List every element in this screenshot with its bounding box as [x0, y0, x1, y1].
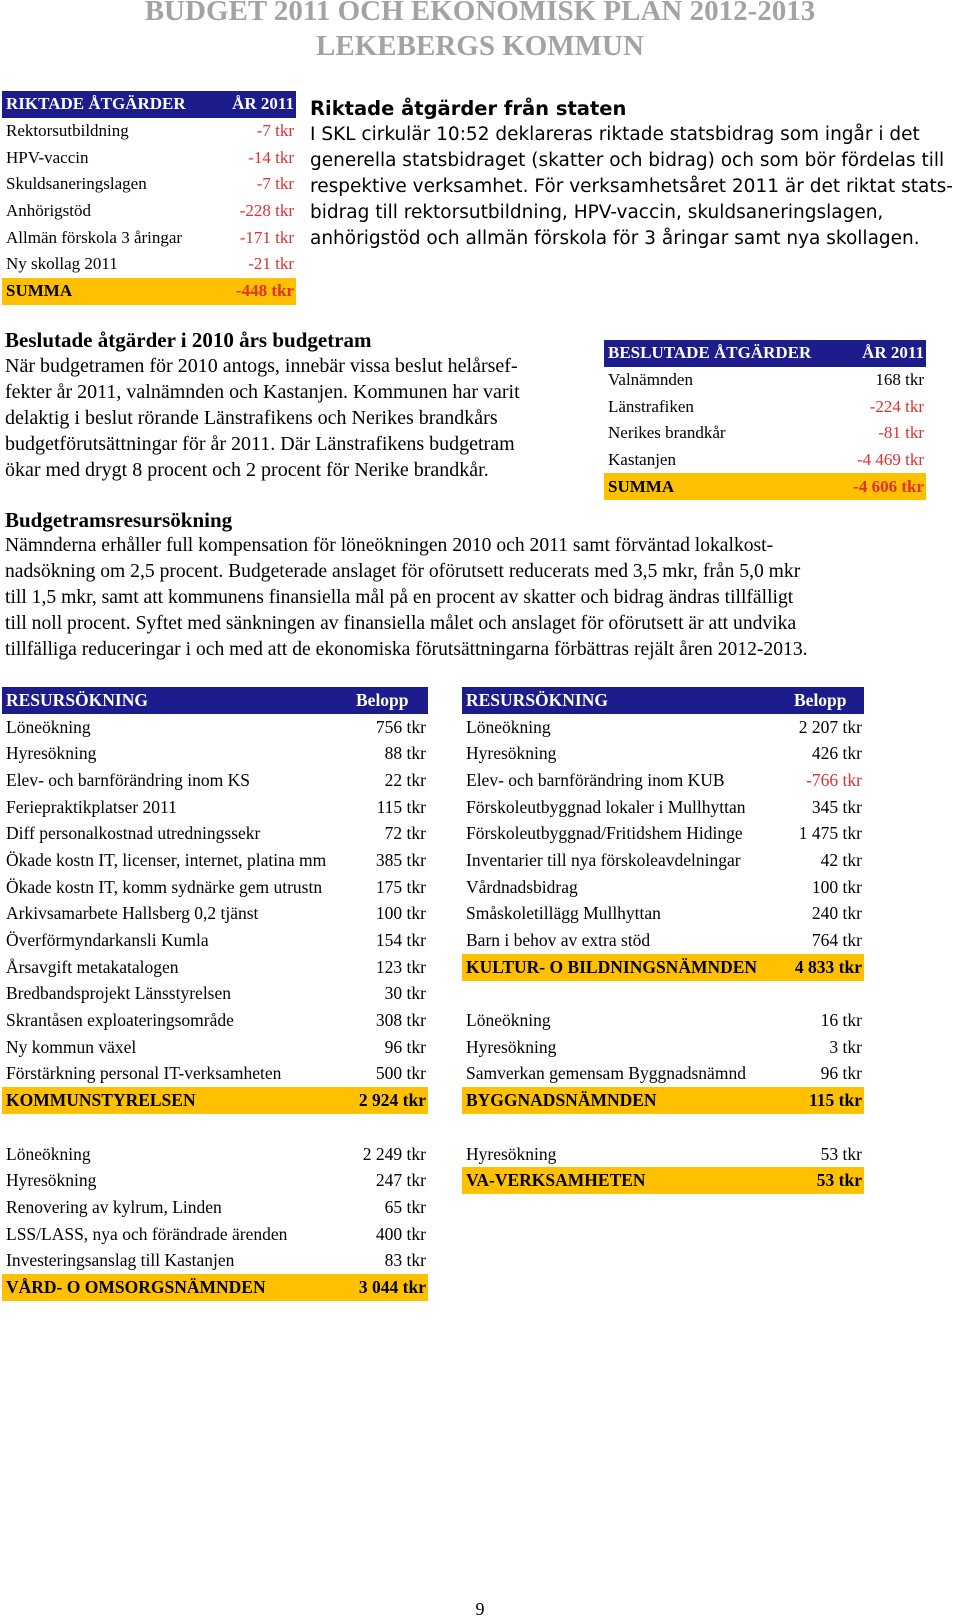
table-row: [2, 198, 296, 225]
row-label: Löneökning: [466, 1010, 551, 1031]
title-line-2: LEKEBERGS KOMMUN: [316, 30, 644, 62]
row-value: -228 tkr: [239, 201, 294, 221]
riktade-paragraph: [310, 122, 958, 252]
row-value: 426 tkr: [811, 743, 862, 764]
row-value: 175 tkr: [375, 876, 426, 897]
row-value: 756 tkr: [375, 716, 426, 737]
table-row: [2, 847, 428, 874]
paragraph-line: I SKL cirkulär 10:52 deklareras riktade statsbidrag som ingår i det: [310, 124, 920, 145]
spacer-row: [462, 1114, 864, 1141]
row-label: Löneökning: [6, 716, 91, 737]
row-label: Kastanjen: [608, 450, 676, 470]
sum-value: 53 tkr: [780, 1167, 864, 1194]
table-row: [462, 927, 864, 954]
paragraph-line: delaktig i beslut rörande Länstrafikens och Nerikes brandkårs: [5, 407, 498, 429]
row-label: Årsavgift metakatalogen: [6, 956, 179, 977]
row-label: Renovering av kylrum, Linden: [6, 1196, 222, 1217]
table-row: [462, 1141, 864, 1168]
table-row: [2, 1034, 428, 1061]
row-label: Vårdnadsbidrag: [466, 876, 578, 897]
row-value: -21 tkr: [248, 254, 294, 274]
row-label: Nerikes brandkår: [608, 423, 726, 443]
sum-label: SUMMA: [604, 473, 826, 500]
row-label: Småskoletillägg Mullhyttan: [466, 903, 661, 924]
table-row: [2, 927, 428, 954]
row-label: Förskoleutbyggnad/Fritidshem Hidinge: [466, 823, 743, 844]
sum-row: [2, 1087, 428, 1114]
row-label: Elev- och barnförändring inom KUB: [466, 769, 725, 790]
row-value: -4 469 tkr: [856, 450, 924, 470]
row-value: 168 tkr: [875, 370, 924, 390]
row-value: -7 tkr: [256, 174, 294, 194]
row-label: Hyresökning: [6, 1170, 97, 1191]
table-row: [462, 714, 864, 741]
row-value: -81 tkr: [878, 423, 924, 443]
row-value: 83 tkr: [384, 1250, 426, 1271]
table-row: [2, 820, 428, 847]
paragraph-line: till 1,5 mkr, samt att kommunens finansiella mål på en procent av skatter och bidrag ändras tillfälligt: [5, 587, 794, 608]
beslutade-table: [604, 340, 926, 500]
paragraph-line: fekter år 2011, valnämnden och Kastanjen. Kommunen har varit: [5, 381, 520, 403]
row-value: 42 tkr: [820, 849, 862, 870]
riktade-heading: Riktade åtgärder från staten: [310, 97, 627, 120]
riktade-section: [310, 96, 958, 252]
table-row: [2, 1007, 428, 1034]
row-label: Arkivsamarbete Hallsberg 0,2 tjänst: [6, 903, 259, 924]
row-value: 240 tkr: [811, 903, 862, 924]
row-value: -224 tkr: [869, 396, 924, 416]
spacer-row: [2, 1114, 428, 1141]
row-value: 88 tkr: [384, 743, 426, 764]
row-value: 123 tkr: [375, 956, 426, 977]
header-label: RESURSÖKNING: [462, 687, 780, 714]
row-label: Ökade kostn IT, komm sydnärke gem utrustn: [6, 876, 323, 897]
row-value: -171 tkr: [239, 227, 294, 247]
table-row: [2, 740, 428, 767]
sum-label: VÅRD- O OMSORGSNÄMNDEN: [2, 1274, 342, 1301]
sum-label: SUMMA: [2, 278, 212, 305]
row-label: Hyresökning: [466, 1036, 557, 1057]
row-value: 400 tkr: [375, 1223, 426, 1244]
row-value: 115 tkr: [376, 796, 426, 817]
table-header: [462, 687, 864, 714]
table-row: [462, 767, 864, 794]
header-label: BESLUTADE ÅTGÄRDER: [604, 340, 826, 367]
sum-value: 115 tkr: [780, 1087, 864, 1114]
row-value: 96 tkr: [820, 1063, 862, 1084]
resursokning-table-right: [462, 687, 864, 1194]
table-row: [2, 251, 296, 278]
sum-label: KULTUR- O BILDNINGSNÄMNDEN: [462, 954, 780, 981]
header-label: RESURSÖKNING: [2, 687, 342, 714]
table-row: [2, 901, 428, 928]
header-year: ÅR 2011: [212, 91, 296, 118]
row-value: 154 tkr: [375, 930, 426, 951]
table-row: [2, 1167, 428, 1194]
sum-value: 2 924 tkr: [342, 1087, 428, 1114]
riktade-table: [2, 91, 296, 305]
table-row: [2, 714, 428, 741]
row-value: 3 tkr: [829, 1036, 862, 1057]
table-row: [2, 794, 428, 821]
row-value: 100 tkr: [811, 876, 862, 897]
sum-value: 4 833 tkr: [780, 954, 864, 981]
beslutade-paragraph: [5, 353, 595, 483]
table-row: [462, 1034, 864, 1061]
paragraph-line: nadsökning om 2,5 procent. Budgeterade anslaget för oförutsett reducerats med 3,5 mkr, från 5,0 mkr: [5, 561, 801, 582]
table-row: [2, 118, 296, 145]
row-value: 65 tkr: [384, 1196, 426, 1217]
row-value: 2 207 tkr: [798, 716, 862, 737]
sum-label: BYGGNADSNÄMNDEN: [462, 1087, 780, 1114]
paragraph-line: anhörigstöd och allmän förskola för 3 åringar samt nya skollagen.: [310, 228, 920, 249]
table-row: [462, 740, 864, 767]
table-header: [2, 91, 296, 118]
row-label: Feriepraktikplatser 2011: [6, 796, 177, 817]
row-label: Överförmyndarkansli Kumla: [6, 930, 209, 951]
paragraph-line: respektive verksamhet. För verksamhetsåret 2011 är det riktat stats-: [310, 176, 953, 197]
table-row: [462, 820, 864, 847]
row-label: Ökade kostn IT, licenser, internet, platina mm: [6, 849, 327, 870]
table-row: [604, 447, 926, 474]
sum-row: [462, 1167, 864, 1194]
row-value: 345 tkr: [811, 796, 862, 817]
row-value: 100 tkr: [375, 903, 426, 924]
table-row: [462, 874, 864, 901]
row-label: Allmän förskola 3 åringar: [6, 227, 183, 247]
row-label: Ny kommun växel: [6, 1036, 137, 1057]
table-row: [2, 1194, 428, 1221]
row-value: 764 tkr: [811, 930, 862, 951]
row-label: Anhörigstöd: [6, 201, 91, 221]
row-label: Valnämnden: [608, 370, 693, 390]
sum-row: [2, 278, 296, 305]
row-label: Hyresökning: [6, 743, 97, 764]
row-label: Rektorsutbildning: [6, 121, 129, 141]
header-amount: Belopp: [780, 687, 864, 714]
table-row: [2, 224, 296, 251]
row-value: 72 tkr: [384, 823, 426, 844]
table-row: [2, 144, 296, 171]
table-row: [2, 981, 428, 1008]
row-value: -7 tkr: [256, 121, 294, 141]
row-label: Elev- och barnförändring inom KS: [6, 769, 250, 790]
row-label: LSS/LASS, nya och förändrade ärenden: [6, 1223, 288, 1244]
table-row: [2, 1061, 428, 1088]
beslutade-heading: Beslutade åtgärder i 2010 års budgetram: [5, 328, 372, 352]
sum-row: [604, 473, 926, 500]
table-row: [462, 794, 864, 821]
sum-label: KOMMUNSTYRELSEN: [2, 1087, 342, 1114]
row-value: 308 tkr: [375, 1010, 426, 1031]
budgetram-section: [5, 507, 955, 663]
sum-label: VA-VERKSAMHETEN: [462, 1167, 780, 1194]
table-row: [2, 1247, 428, 1274]
header-label: RIKTADE ÅTGÄRDER: [2, 91, 212, 118]
row-label: Skuldsaneringslagen: [6, 174, 147, 194]
row-label: Barn i behov av extra stöd: [466, 930, 651, 951]
beslutade-section: [5, 327, 595, 483]
table-row: [2, 874, 428, 901]
table-row: [2, 1221, 428, 1248]
sum-row: [2, 1274, 428, 1301]
sum-value: -4 606 tkr: [826, 473, 926, 500]
sum-row: [462, 954, 864, 981]
header-year: ÅR 2011: [826, 340, 926, 367]
row-value: -766 tkr: [806, 769, 862, 790]
paragraph-line: ökar med drygt 8 procent och 2 procent för Nerike brandkår.: [5, 459, 489, 481]
spacer-row: [462, 981, 864, 1008]
paragraph-line: Nämnderna erhåller full kompensation för löneökningen 2010 och 2011 samt förväntad lokalkost-: [5, 535, 774, 556]
row-value: 385 tkr: [375, 849, 426, 870]
header-amount: Belopp: [342, 687, 428, 714]
row-label: Bredbandsprojekt Länsstyrelsen: [6, 983, 232, 1004]
table-row: [604, 393, 926, 420]
row-label: HPV-vaccin: [6, 147, 89, 167]
row-value: 96 tkr: [384, 1036, 426, 1057]
table-row: [604, 367, 926, 394]
table-row: [462, 1007, 864, 1034]
row-value: 1 475 tkr: [798, 823, 862, 844]
row-label: Samverkan gemensam Byggnadsnämnd: [466, 1063, 746, 1084]
row-label: Länstrafiken: [608, 396, 694, 416]
paragraph-line: När budgetramen för 2010 antogs, innebär vissa beslut helårsef-: [5, 355, 518, 377]
row-label: Ny skollag 2011: [6, 254, 118, 274]
page-title: [0, 0, 960, 64]
row-value: 247 tkr: [375, 1170, 426, 1191]
row-value: -14 tkr: [248, 147, 294, 167]
row-label: Förstärkning personal IT-verksamheten: [6, 1063, 282, 1084]
table-row: [2, 171, 296, 198]
row-value: 500 tkr: [375, 1063, 426, 1084]
page-number: 9: [475, 1599, 485, 1619]
table-header: [2, 687, 428, 714]
table-row: [2, 1141, 428, 1168]
paragraph-line: generella statsbidraget (skatter och bidrag) och som bör fördelas till: [310, 150, 945, 171]
row-label: Investeringsanslag till Kastanjen: [6, 1250, 235, 1271]
table-row: [462, 847, 864, 874]
budgetram-paragraph: [5, 533, 955, 663]
row-label: Löneökning: [6, 1143, 91, 1164]
paragraph-line: tillfälliga reduceringar i och med att de ekonomiska förutsättningarna förbättras rejält åren 2012-2013.: [5, 639, 808, 660]
row-label: Hyresökning: [466, 743, 557, 764]
row-label: Löneökning: [466, 716, 551, 737]
row-value: 2 249 tkr: [362, 1143, 426, 1164]
paragraph-line: budgetförutsättningar för år 2011. Där Länstrafikens budgetram: [5, 433, 515, 455]
sum-row: [462, 1087, 864, 1114]
row-label: Förskoleutbyggnad lokaler i Mullhyttan: [466, 796, 746, 817]
table-row: [2, 954, 428, 981]
row-label: Hyresökning: [466, 1143, 557, 1164]
row-label: Skrantåsen exploateringsområde: [6, 1010, 234, 1031]
row-value: 22 tkr: [384, 769, 426, 790]
table-row: [462, 1061, 864, 1088]
row-label: Diff personalkostnad utredningssekr: [6, 823, 261, 844]
sum-value: -448 tkr: [212, 278, 296, 305]
table-row: [604, 420, 926, 447]
title-line-1: BUDGET 2011 OCH EKONOMISK PLAN 2012-2013: [144, 0, 816, 27]
row-label: Inventarier till nya förskoleavdelningar: [466, 849, 741, 870]
paragraph-line: bidrag till rektorsutbildning, HPV-vaccin, skuldsaneringslagen,: [310, 202, 884, 223]
budgetram-heading: Budgetramsresursökning: [5, 508, 233, 532]
sum-value: 3 044 tkr: [342, 1274, 428, 1301]
row-value: 16 tkr: [820, 1010, 862, 1031]
row-value: 30 tkr: [384, 983, 426, 1004]
table-header: [604, 340, 926, 367]
paragraph-line: till noll procent. Syftet med sänkningen av finansiella målet och anslaget för oförutsett är att undvika: [5, 613, 797, 634]
resursokning-table-left: [2, 687, 428, 1301]
table-row: [462, 901, 864, 928]
table-row: [2, 767, 428, 794]
row-value: 53 tkr: [820, 1143, 862, 1164]
